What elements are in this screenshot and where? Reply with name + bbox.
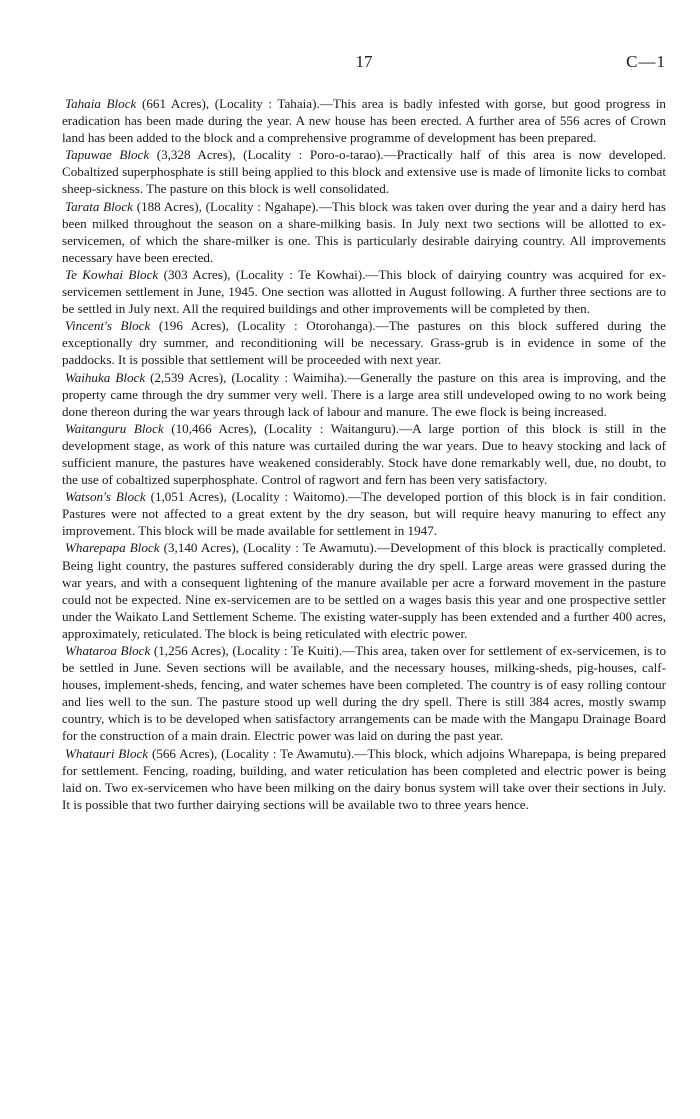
block-name: Whataroa Block xyxy=(65,643,151,658)
block-description: (188 Acres), (Locality : Ngahape).—This block was taken over during the year and a dairy herd has been milked throughout the season on a share-milking basis. In July next two sections will be allotted to ex-servicemen, of which the share-milker is one. This is particularly desirable dairying country. All improvements necessary have been erected. xyxy=(62,198,666,265)
block-name: Tarata Block xyxy=(65,198,133,214)
block-name: Tahaia Block xyxy=(65,96,137,111)
block-description: (661 Acres), (Locality : Tahaia).—This area is badly infested with gorse, but good progress in eradication has been made during the year. A new house has been erected. A further area of 556 acres of Crown land has been added to the block and a comprehensive programme of development has been prepared. xyxy=(62,96,666,146)
block-paragraph-whataroa xyxy=(62,642,666,745)
block-description: (566 Acres), (Locality : Te Awamutu).—This block, which adjoins Wharepapa, is being prepared for settlement. Fencing, roading, building, and water reticulation has been completed and electric power is being laid on. Two ex-servicemen who have been milking on the dairy bonus system will take over their sections in July. It is possible that two further dairying sections will be available two to three years hence. xyxy=(62,745,666,812)
block-description: (3,328 Acres), (Locality : Poro-o-tarao).—Practically half of this area is now developed. Cobaltized superphosphate is still being applied to this block and extensive use is made of limonite licks to combat sheep-sickness. The pasture on this block is well consolidated. xyxy=(62,147,666,197)
block-description: (3,140 Acres), (Locality : Te Awamutu).—Development of this block is practically completed. Being light country, the pastures suffered considerably during the dry spell. Large areas were grassed during the war years, and with a consequent lightening of the manure available per acre a forward movement in the pasture could not be expected. Nine ex-servicemen are to be settled on a wages basis this year and one prospective settler under the Waikato Land Settlement Scheme. The existing water-supply has been extended and a further 400 acres, approximately, reticulated. The block is being reticulated with electric power. xyxy=(62,540,666,641)
block-paragraph-vincents xyxy=(62,317,666,368)
block-description: (1,051 Acres), (Locality : Waitomo).—The developed portion of this block is in fair condition. Pastures were not affected to a great extent by the dry season, but will require heavy manuring to effect any improvement. This block will be made available for settlement in 1947. xyxy=(62,489,666,539)
page-reference: C—1 xyxy=(626,52,666,71)
block-paragraph-tarata xyxy=(62,198,666,266)
block-description: (196 Acres), (Locality : Otorohanga).—The pastures on this block suffered during the exceptionally dry summer, and reconditioning will be necessary. Grass-grub is in evidence in some of the paddocks. It is possible that settlement will be proceeded with next year. xyxy=(62,318,666,368)
block-name: Watson's Block xyxy=(65,489,146,505)
block-paragraph-wharepapa xyxy=(62,539,666,642)
block-paragraph-waitanguru xyxy=(62,420,666,488)
block-paragraph-watsons xyxy=(62,488,666,539)
block-paragraph-whatauri xyxy=(62,745,666,813)
block-name: Tapuwae Block xyxy=(65,147,150,163)
block-name: Whatauri Block xyxy=(65,745,149,761)
block-paragraph-tahaia xyxy=(62,95,666,146)
block-description: (10,466 Acres), (Locality : Waitanguru).—A large portion of this block is still in the development stage, as work of this nature was curtailed during the war years. Due to heavy stocking and lack of sufficient manure, the pastures have weakened considerably. Stock have done remarkably well, due, no doubt, to the use of cobaltized superphosphate. Control of ragwort and fern has been very satisfactory. xyxy=(62,420,667,488)
block-name: Wharepapa Block xyxy=(65,540,160,556)
block-name: Te Kowhai Block xyxy=(65,266,159,282)
block-name: Waitanguru Block xyxy=(65,420,164,436)
block-paragraph-tapuwae xyxy=(62,146,666,197)
block-name: Waihuka Block xyxy=(65,369,146,385)
block-paragraph-te-kowhai xyxy=(62,266,666,317)
block-description: (2,539 Acres), (Locality : Waimiha).—Generally the pasture on this area is improving, and the property came through the dry summer very well. There is a large area still undeveloped owing to no work being done thereon during the war years through lack of labour and manure. The ewe flock is being increased. xyxy=(62,369,666,419)
block-description: (1,256 Acres), (Locality : Te Kuiti).—This area, taken over for settlement of ex-servicemen, is to be settled in June. Seven sections will be available, and the necessary houses, milking-sheds, pig-houses, calf-houses, implement-sheds, fencing, and water schemes have been completed. The country is of easy rolling contour and lies well to the sun. The pasture stood up well during the dry spell. There is still 384 acres, mostly swamp country, which is to be developed when satisfactory arrangements can be made with the Mangapu Drainage Board for the construction of a main drain. Electric power was laid on during the past year. xyxy=(62,643,666,744)
block-paragraph-waihuka xyxy=(62,369,666,420)
report-body xyxy=(62,95,666,813)
page-number: 17 xyxy=(355,52,373,71)
block-name: Vincent's Block xyxy=(65,318,151,334)
page-header xyxy=(62,52,666,76)
block-description: (303 Acres), (Locality : Te Kowhai).—This block of dairying country was acquired for ex-servicemen settlement in June, 1945. One section was allotted in August following. A further three sections are to be settled in July next. All the required buildings and other improvements will be completed by then. xyxy=(62,266,666,317)
